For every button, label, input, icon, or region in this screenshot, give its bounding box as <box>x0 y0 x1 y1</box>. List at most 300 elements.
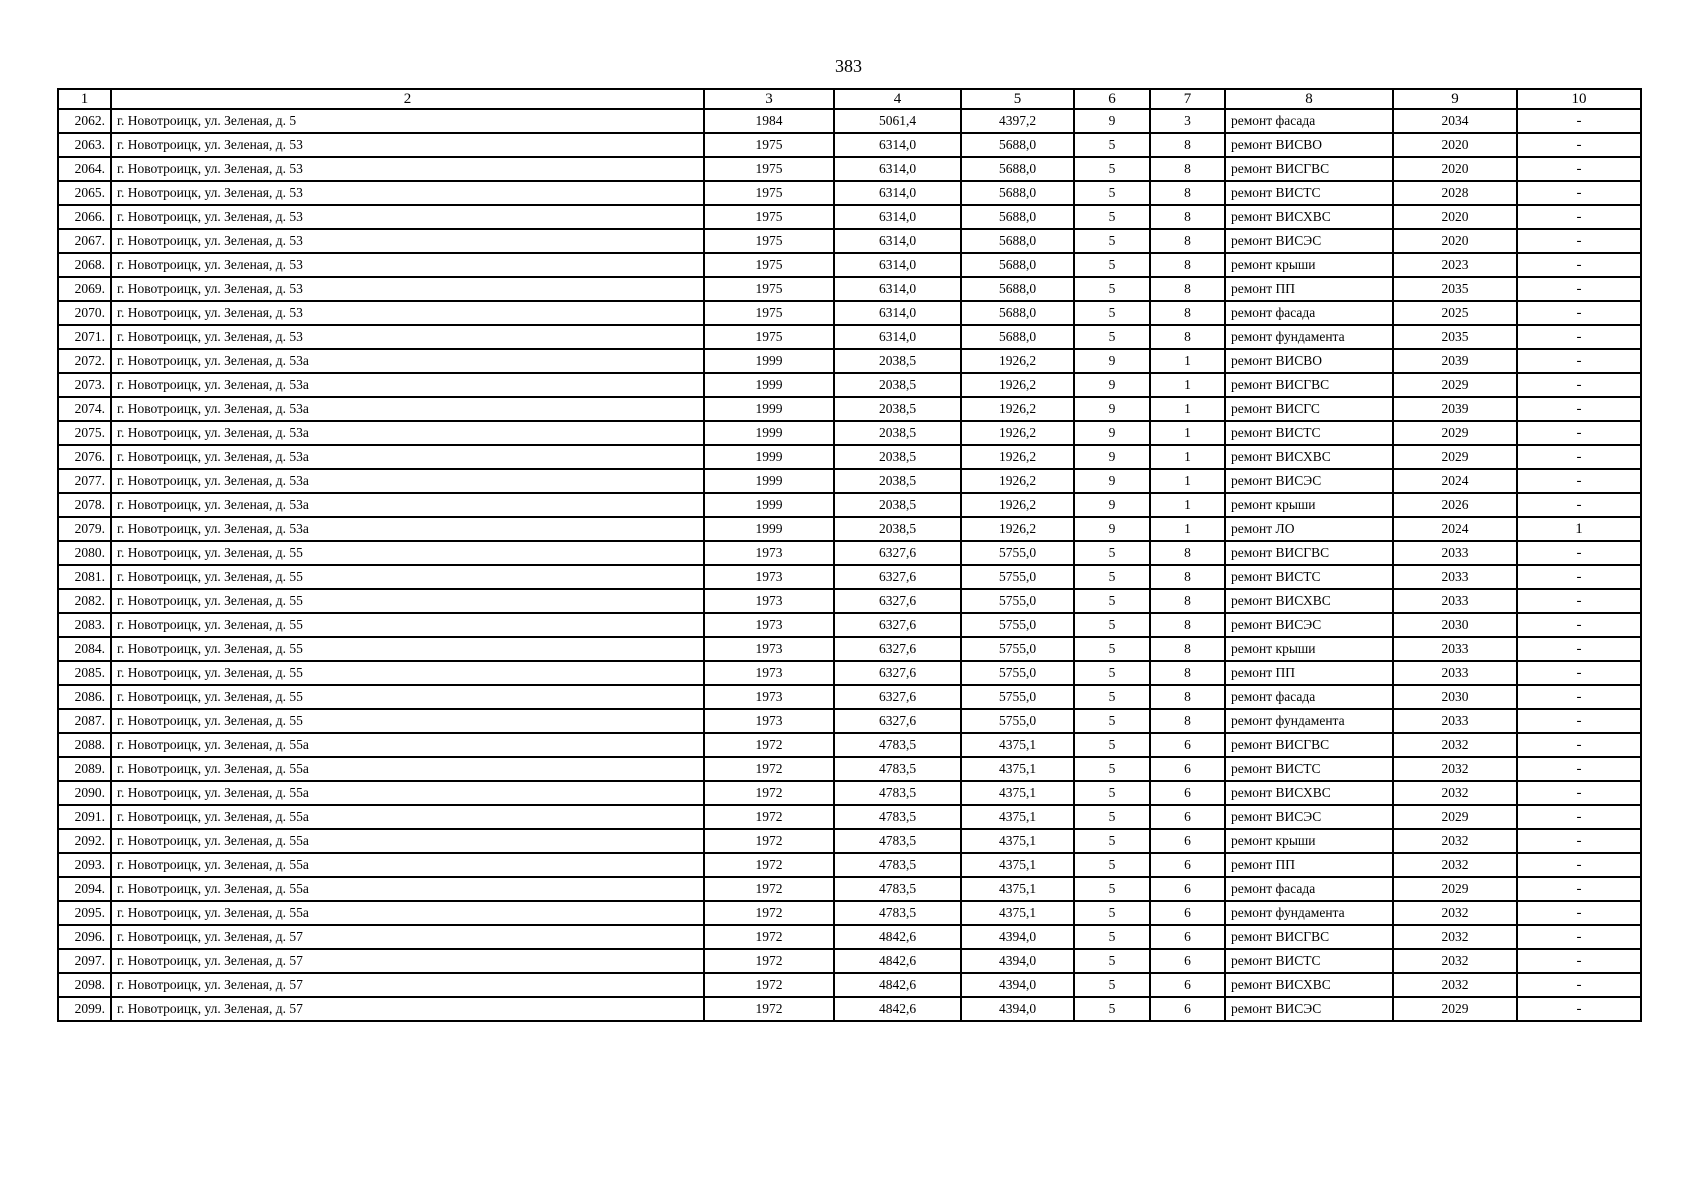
residential-area-cell: 5688,0 <box>961 181 1074 205</box>
residential-area-cell: 5688,0 <box>961 277 1074 301</box>
commission-year-cell: 1973 <box>704 589 834 613</box>
work-type-cell: ремонт ВИСТС <box>1225 565 1393 589</box>
floors-cell: 5 <box>1074 229 1150 253</box>
column-header: 10 <box>1517 89 1641 109</box>
note-cell: - <box>1517 469 1641 493</box>
floors-cell: 5 <box>1074 133 1150 157</box>
table-row <box>58 805 1641 829</box>
floors-cell: 5 <box>1074 565 1150 589</box>
work-type-cell: ремонт ЛО <box>1225 517 1393 541</box>
note-cell: - <box>1517 349 1641 373</box>
row-number-cell: 2098. <box>58 973 111 997</box>
work-type-cell: ремонт ПП <box>1225 661 1393 685</box>
row-number-cell: 2078. <box>58 493 111 517</box>
total-area-cell: 2038,5 <box>834 517 961 541</box>
residential-area-cell: 5688,0 <box>961 253 1074 277</box>
entrances-cell: 1 <box>1150 397 1225 421</box>
row-number-cell: 2097. <box>58 949 111 973</box>
entrances-cell: 6 <box>1150 757 1225 781</box>
floors-cell: 5 <box>1074 205 1150 229</box>
address-cell: г. Новотроицк, ул. Зеленая, д. 55 <box>111 637 704 661</box>
address-cell: г. Новотроицк, ул. Зеленая, д. 53а <box>111 445 704 469</box>
page-number: 383 <box>835 56 862 76</box>
commission-year-cell: 1975 <box>704 205 834 229</box>
entrances-cell: 6 <box>1150 781 1225 805</box>
work-type-cell: ремонт фасада <box>1225 109 1393 133</box>
planned-year-cell: 2032 <box>1393 853 1517 877</box>
address-cell: г. Новотроицк, ул. Зеленая, д. 53 <box>111 133 704 157</box>
row-number-cell: 2084. <box>58 637 111 661</box>
table-row <box>58 853 1641 877</box>
note-cell: - <box>1517 685 1641 709</box>
residential-area-cell: 5755,0 <box>961 685 1074 709</box>
table-row <box>58 877 1641 901</box>
table-row <box>58 949 1641 973</box>
planned-year-cell: 2032 <box>1393 949 1517 973</box>
planned-year-cell: 2023 <box>1393 253 1517 277</box>
table-row <box>58 709 1641 733</box>
entrances-cell: 1 <box>1150 493 1225 517</box>
total-area-cell: 4842,6 <box>834 997 961 1021</box>
entrances-cell: 8 <box>1150 613 1225 637</box>
floors-cell: 5 <box>1074 181 1150 205</box>
total-area-cell: 4842,6 <box>834 973 961 997</box>
planned-year-cell: 2020 <box>1393 205 1517 229</box>
row-number-cell: 2062. <box>58 109 111 133</box>
row-number-cell: 2083. <box>58 613 111 637</box>
commission-year-cell: 1973 <box>704 613 834 637</box>
total-area-cell: 6314,0 <box>834 229 961 253</box>
floors-cell: 5 <box>1074 901 1150 925</box>
total-area-cell: 6314,0 <box>834 253 961 277</box>
table-row <box>58 349 1641 373</box>
row-number-cell: 2068. <box>58 253 111 277</box>
total-area-cell: 2038,5 <box>834 421 961 445</box>
entrances-cell: 8 <box>1150 565 1225 589</box>
planned-year-cell: 2020 <box>1393 229 1517 253</box>
total-area-cell: 2038,5 <box>834 349 961 373</box>
note-cell: - <box>1517 709 1641 733</box>
address-cell: г. Новотроицк, ул. Зеленая, д. 53 <box>111 205 704 229</box>
total-area-cell: 4783,5 <box>834 733 961 757</box>
commission-year-cell: 1975 <box>704 301 834 325</box>
work-type-cell: ремонт ВИСХВС <box>1225 781 1393 805</box>
column-header: 9 <box>1393 89 1517 109</box>
planned-year-cell: 2032 <box>1393 757 1517 781</box>
work-type-cell: ремонт ВИСТС <box>1225 757 1393 781</box>
planned-year-cell: 2026 <box>1393 493 1517 517</box>
residential-area-cell: 5755,0 <box>961 709 1074 733</box>
work-type-cell: ремонт крыши <box>1225 637 1393 661</box>
row-number-cell: 2089. <box>58 757 111 781</box>
note-cell: - <box>1517 493 1641 517</box>
planned-year-cell: 2033 <box>1393 541 1517 565</box>
table-row <box>58 421 1641 445</box>
floors-cell: 5 <box>1074 973 1150 997</box>
address-cell: г. Новотроицк, ул. Зеленая, д. 53 <box>111 325 704 349</box>
work-type-cell: ремонт ВИСТС <box>1225 949 1393 973</box>
residential-area-cell: 1926,2 <box>961 373 1074 397</box>
column-header: 5 <box>961 89 1074 109</box>
address-cell: г. Новотроицк, ул. Зеленая, д. 55 <box>111 589 704 613</box>
floors-cell: 5 <box>1074 877 1150 901</box>
residential-area-cell: 5688,0 <box>961 157 1074 181</box>
commission-year-cell: 1972 <box>704 901 834 925</box>
address-cell: г. Новотроицк, ул. Зеленая, д. 53 <box>111 157 704 181</box>
residential-area-cell: 5755,0 <box>961 637 1074 661</box>
work-type-cell: ремонт фундамента <box>1225 325 1393 349</box>
address-cell: г. Новотроицк, ул. Зеленая, д. 53 <box>111 229 704 253</box>
planned-year-cell: 2024 <box>1393 469 1517 493</box>
column-number-row <box>58 89 1641 109</box>
table-row <box>58 781 1641 805</box>
row-number-cell: 2070. <box>58 301 111 325</box>
note-cell: - <box>1517 973 1641 997</box>
table-row <box>58 277 1641 301</box>
total-area-cell: 2038,5 <box>834 469 961 493</box>
table-row <box>58 397 1641 421</box>
address-cell: г. Новотроицк, ул. Зеленая, д. 53а <box>111 421 704 445</box>
residential-area-cell: 4375,1 <box>961 757 1074 781</box>
address-cell: г. Новотроицк, ул. Зеленая, д. 55 <box>111 565 704 589</box>
table-row <box>58 133 1641 157</box>
floors-cell: 5 <box>1074 853 1150 877</box>
total-area-cell: 6314,0 <box>834 301 961 325</box>
total-area-cell: 4783,5 <box>834 853 961 877</box>
floors-cell: 5 <box>1074 733 1150 757</box>
total-area-cell: 6327,6 <box>834 709 961 733</box>
note-cell: - <box>1517 133 1641 157</box>
work-type-cell: ремонт крыши <box>1225 253 1393 277</box>
planned-year-cell: 2029 <box>1393 997 1517 1021</box>
floors-cell: 9 <box>1074 517 1150 541</box>
row-number-cell: 2067. <box>58 229 111 253</box>
floors-cell: 9 <box>1074 349 1150 373</box>
entrances-cell: 1 <box>1150 373 1225 397</box>
residential-area-cell: 4375,1 <box>961 853 1074 877</box>
floors-cell: 5 <box>1074 157 1150 181</box>
commission-year-cell: 1999 <box>704 349 834 373</box>
total-area-cell: 6327,6 <box>834 685 961 709</box>
work-type-cell: ремонт ВИСЭС <box>1225 469 1393 493</box>
floors-cell: 5 <box>1074 757 1150 781</box>
row-number-cell: 2065. <box>58 181 111 205</box>
entrances-cell: 8 <box>1150 589 1225 613</box>
note-cell: - <box>1517 949 1641 973</box>
planned-year-cell: 2033 <box>1393 637 1517 661</box>
residential-area-cell: 1926,2 <box>961 517 1074 541</box>
planned-year-cell: 2029 <box>1393 421 1517 445</box>
table-row <box>58 925 1641 949</box>
address-cell: г. Новотроицк, ул. Зеленая, д. 53 <box>111 301 704 325</box>
residential-area-cell: 1926,2 <box>961 397 1074 421</box>
work-type-cell: ремонт фасада <box>1225 685 1393 709</box>
planned-year-cell: 2032 <box>1393 973 1517 997</box>
column-header: 3 <box>704 89 834 109</box>
row-number-cell: 2071. <box>58 325 111 349</box>
planned-year-cell: 2033 <box>1393 565 1517 589</box>
commission-year-cell: 1975 <box>704 277 834 301</box>
entrances-cell: 8 <box>1150 661 1225 685</box>
note-cell: - <box>1517 445 1641 469</box>
entrances-cell: 8 <box>1150 181 1225 205</box>
row-number-cell: 2081. <box>58 565 111 589</box>
entrances-cell: 8 <box>1150 157 1225 181</box>
row-number-cell: 2092. <box>58 829 111 853</box>
residential-area-cell: 4397,2 <box>961 109 1074 133</box>
entrances-cell: 8 <box>1150 685 1225 709</box>
planned-year-cell: 2032 <box>1393 733 1517 757</box>
entrances-cell: 6 <box>1150 949 1225 973</box>
total-area-cell: 4783,5 <box>834 877 961 901</box>
note-cell: - <box>1517 781 1641 805</box>
table-row <box>58 829 1641 853</box>
residential-area-cell: 4375,1 <box>961 733 1074 757</box>
entrances-cell: 8 <box>1150 205 1225 229</box>
total-area-cell: 6327,6 <box>834 589 961 613</box>
table-row <box>58 661 1641 685</box>
table-row <box>58 757 1641 781</box>
residential-area-cell: 4375,1 <box>961 805 1074 829</box>
total-area-cell: 6314,0 <box>834 277 961 301</box>
work-type-cell: ремонт ВИСЭС <box>1225 805 1393 829</box>
commission-year-cell: 1975 <box>704 157 834 181</box>
residential-area-cell: 4394,0 <box>961 949 1074 973</box>
commission-year-cell: 1973 <box>704 565 834 589</box>
commission-year-cell: 1972 <box>704 997 834 1021</box>
address-cell: г. Новотроицк, ул. Зеленая, д. 53а <box>111 349 704 373</box>
entrances-cell: 8 <box>1150 253 1225 277</box>
floors-cell: 9 <box>1074 445 1150 469</box>
commission-year-cell: 1973 <box>704 685 834 709</box>
work-type-cell: ремонт ВИСХВС <box>1225 205 1393 229</box>
floors-cell: 9 <box>1074 109 1150 133</box>
planned-year-cell: 2030 <box>1393 613 1517 637</box>
table-row <box>58 157 1641 181</box>
entrances-cell: 1 <box>1150 349 1225 373</box>
commission-year-cell: 1999 <box>704 493 834 517</box>
commission-year-cell: 1972 <box>704 877 834 901</box>
residential-area-cell: 4394,0 <box>961 973 1074 997</box>
note-cell: - <box>1517 805 1641 829</box>
note-cell: - <box>1517 109 1641 133</box>
row-number-cell: 2087. <box>58 709 111 733</box>
row-number-cell: 2082. <box>58 589 111 613</box>
work-type-cell: ремонт ВИСГВС <box>1225 541 1393 565</box>
entrances-cell: 6 <box>1150 853 1225 877</box>
total-area-cell: 2038,5 <box>834 445 961 469</box>
column-header: 8 <box>1225 89 1393 109</box>
work-type-cell: ремонт ВИСГВС <box>1225 157 1393 181</box>
floors-cell: 5 <box>1074 541 1150 565</box>
commission-year-cell: 1973 <box>704 661 834 685</box>
row-number-cell: 2080. <box>58 541 111 565</box>
floors-cell: 5 <box>1074 253 1150 277</box>
commission-year-cell: 1975 <box>704 325 834 349</box>
floors-cell: 5 <box>1074 661 1150 685</box>
residential-area-cell: 4375,1 <box>961 829 1074 853</box>
planned-year-cell: 2039 <box>1393 397 1517 421</box>
total-area-cell: 2038,5 <box>834 397 961 421</box>
table-body <box>58 109 1641 1021</box>
note-cell: - <box>1517 877 1641 901</box>
row-number-cell: 2091. <box>58 805 111 829</box>
note-cell: - <box>1517 853 1641 877</box>
entrances-cell: 8 <box>1150 301 1225 325</box>
commission-year-cell: 1973 <box>704 541 834 565</box>
floors-cell: 9 <box>1074 469 1150 493</box>
row-number-cell: 2072. <box>58 349 111 373</box>
address-cell: г. Новотроицк, ул. Зеленая, д. 55 <box>111 541 704 565</box>
address-cell: г. Новотроицк, ул. Зеленая, д. 55а <box>111 853 704 877</box>
row-number-cell: 2069. <box>58 277 111 301</box>
commission-year-cell: 1972 <box>704 781 834 805</box>
work-type-cell: ремонт ВИСЭС <box>1225 229 1393 253</box>
total-area-cell: 6314,0 <box>834 205 961 229</box>
address-cell: г. Новотроицк, ул. Зеленая, д. 57 <box>111 997 704 1021</box>
residential-area-cell: 5755,0 <box>961 613 1074 637</box>
floors-cell: 5 <box>1074 277 1150 301</box>
row-number-cell: 2090. <box>58 781 111 805</box>
note-cell: - <box>1517 277 1641 301</box>
capital-repair-table <box>57 88 1642 1022</box>
residential-area-cell: 5755,0 <box>961 565 1074 589</box>
note-cell: - <box>1517 253 1641 277</box>
row-number-cell: 2099. <box>58 997 111 1021</box>
work-type-cell: ремонт фасада <box>1225 877 1393 901</box>
entrances-cell: 6 <box>1150 877 1225 901</box>
address-cell: г. Новотроицк, ул. Зеленая, д. 55а <box>111 757 704 781</box>
total-area-cell: 4842,6 <box>834 949 961 973</box>
commission-year-cell: 1999 <box>704 517 834 541</box>
row-number-cell: 2074. <box>58 397 111 421</box>
entrances-cell: 6 <box>1150 733 1225 757</box>
row-number-cell: 2086. <box>58 685 111 709</box>
planned-year-cell: 2029 <box>1393 877 1517 901</box>
total-area-cell: 5061,4 <box>834 109 961 133</box>
note-cell: - <box>1517 325 1641 349</box>
row-number-cell: 2073. <box>58 373 111 397</box>
table-row <box>58 325 1641 349</box>
entrances-cell: 6 <box>1150 973 1225 997</box>
total-area-cell: 6314,0 <box>834 181 961 205</box>
work-type-cell: ремонт ВИСГВС <box>1225 373 1393 397</box>
planned-year-cell: 2033 <box>1393 661 1517 685</box>
row-number-cell: 2093. <box>58 853 111 877</box>
entrances-cell: 8 <box>1150 277 1225 301</box>
entrances-cell: 1 <box>1150 469 1225 493</box>
residential-area-cell: 5688,0 <box>961 325 1074 349</box>
table-row <box>58 997 1641 1021</box>
work-type-cell: ремонт ПП <box>1225 277 1393 301</box>
commission-year-cell: 1972 <box>704 829 834 853</box>
total-area-cell: 6314,0 <box>834 325 961 349</box>
row-number-cell: 2095. <box>58 901 111 925</box>
commission-year-cell: 1972 <box>704 949 834 973</box>
entrances-cell: 6 <box>1150 829 1225 853</box>
address-cell: г. Новотроицк, ул. Зеленая, д. 57 <box>111 973 704 997</box>
note-cell: - <box>1517 925 1641 949</box>
note-cell: - <box>1517 589 1641 613</box>
row-number-cell: 2077. <box>58 469 111 493</box>
floors-cell: 5 <box>1074 829 1150 853</box>
row-number-cell: 2063. <box>58 133 111 157</box>
work-type-cell: ремонт фундамента <box>1225 901 1393 925</box>
total-area-cell: 6327,6 <box>834 613 961 637</box>
planned-year-cell: 2029 <box>1393 445 1517 469</box>
residential-area-cell: 5755,0 <box>961 541 1074 565</box>
floors-cell: 9 <box>1074 493 1150 517</box>
entrances-cell: 8 <box>1150 637 1225 661</box>
entrances-cell: 8 <box>1150 541 1225 565</box>
residential-area-cell: 1926,2 <box>961 445 1074 469</box>
commission-year-cell: 1999 <box>704 421 834 445</box>
planned-year-cell: 2039 <box>1393 349 1517 373</box>
floors-cell: 5 <box>1074 325 1150 349</box>
entrances-cell: 6 <box>1150 925 1225 949</box>
table-row <box>58 517 1641 541</box>
total-area-cell: 4783,5 <box>834 901 961 925</box>
entrances-cell: 6 <box>1150 805 1225 829</box>
table-row <box>58 301 1641 325</box>
column-header: 2 <box>111 89 704 109</box>
planned-year-cell: 2035 <box>1393 277 1517 301</box>
row-number-cell: 2079. <box>58 517 111 541</box>
address-cell: г. Новотроицк, ул. Зеленая, д. 53а <box>111 469 704 493</box>
floors-cell: 5 <box>1074 589 1150 613</box>
residential-area-cell: 1926,2 <box>961 469 1074 493</box>
work-type-cell: ремонт ВИСЭС <box>1225 613 1393 637</box>
entrances-cell: 3 <box>1150 109 1225 133</box>
commission-year-cell: 1975 <box>704 133 834 157</box>
residential-area-cell: 4375,1 <box>961 877 1074 901</box>
table-row <box>58 973 1641 997</box>
table-row <box>58 373 1641 397</box>
address-cell: г. Новотроицк, ул. Зеленая, д. 55 <box>111 661 704 685</box>
work-type-cell: ремонт фасада <box>1225 301 1393 325</box>
note-cell: - <box>1517 829 1641 853</box>
residential-area-cell: 5755,0 <box>961 589 1074 613</box>
planned-year-cell: 2033 <box>1393 589 1517 613</box>
planned-year-cell: 2025 <box>1393 301 1517 325</box>
address-cell: г. Новотроицк, ул. Зеленая, д. 53а <box>111 517 704 541</box>
entrances-cell: 6 <box>1150 997 1225 1021</box>
commission-year-cell: 1999 <box>704 469 834 493</box>
column-header: 7 <box>1150 89 1225 109</box>
table-row <box>58 685 1641 709</box>
planned-year-cell: 2032 <box>1393 829 1517 853</box>
total-area-cell: 4783,5 <box>834 829 961 853</box>
note-cell: - <box>1517 205 1641 229</box>
total-area-cell: 6314,0 <box>834 133 961 157</box>
commission-year-cell: 1973 <box>704 709 834 733</box>
entrances-cell: 1 <box>1150 421 1225 445</box>
note-cell: - <box>1517 229 1641 253</box>
residential-area-cell: 5688,0 <box>961 301 1074 325</box>
note-cell: - <box>1517 733 1641 757</box>
note-cell: - <box>1517 541 1641 565</box>
floors-cell: 5 <box>1074 805 1150 829</box>
work-type-cell: ремонт ВИСЭС <box>1225 997 1393 1021</box>
planned-year-cell: 2035 <box>1393 325 1517 349</box>
note-cell: - <box>1517 565 1641 589</box>
work-type-cell: ремонт фундамента <box>1225 709 1393 733</box>
table-row <box>58 229 1641 253</box>
total-area-cell: 6327,6 <box>834 565 961 589</box>
table-row <box>58 541 1641 565</box>
work-type-cell: ремонт ПП <box>1225 853 1393 877</box>
address-cell: г. Новотроицк, ул. Зеленая, д. 53 <box>111 181 704 205</box>
